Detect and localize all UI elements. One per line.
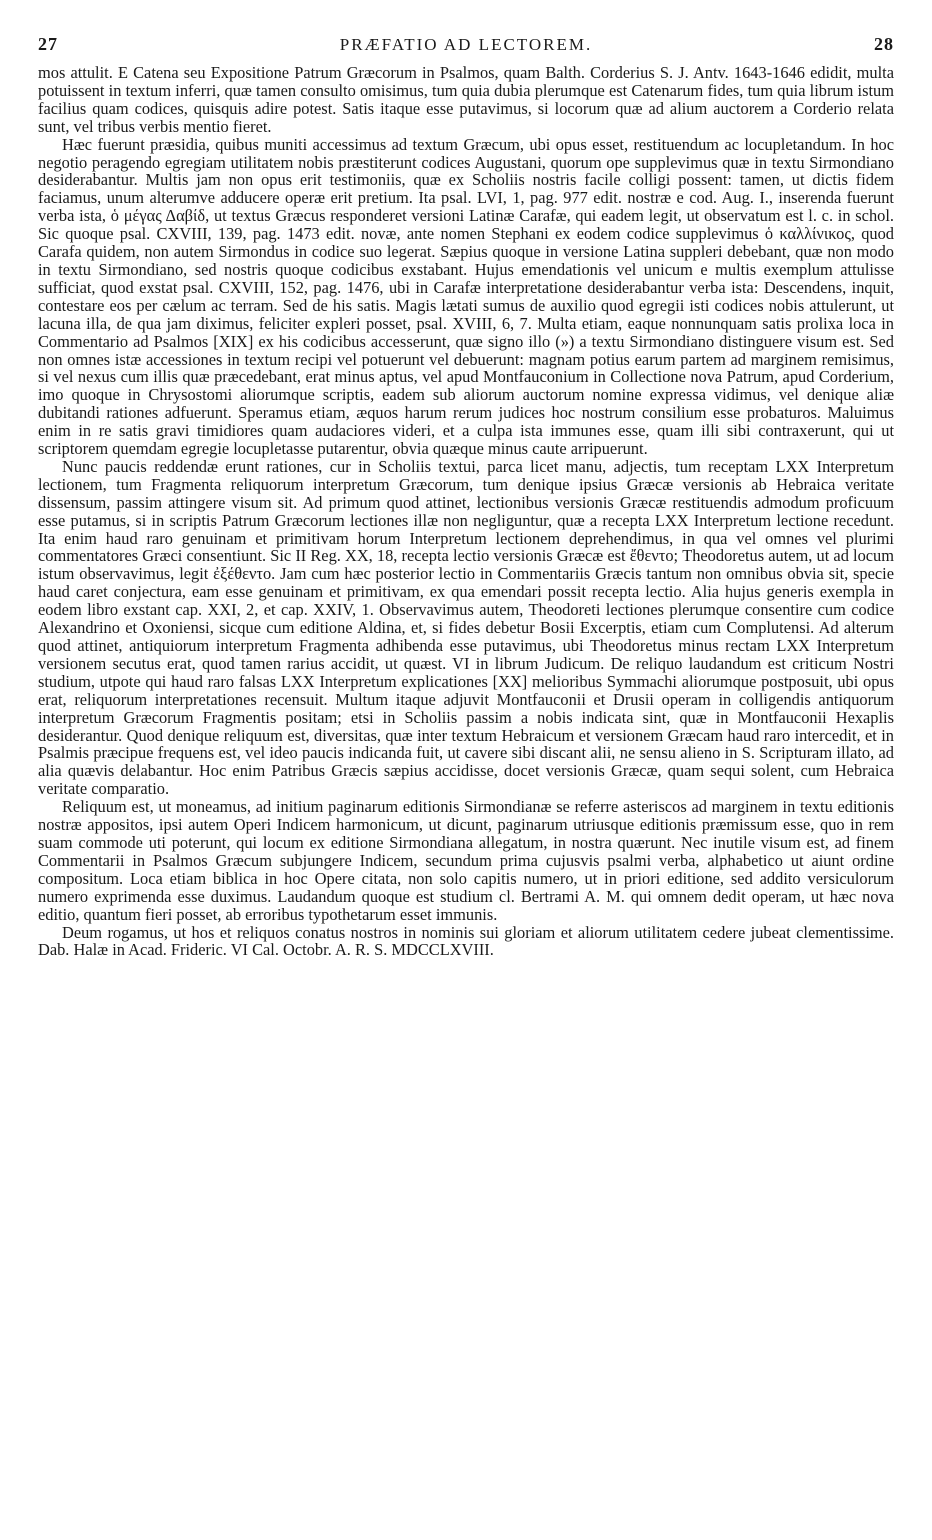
page-number-left: 27: [38, 34, 58, 54]
paragraph-rationes: Nunc paucis reddendæ erunt rationes, cur in Scholiis textui, parca licet manu, adjectis, tum receptam LXX Interpretum lectionem, tum Fragmenta reliquorum interpretum Græcorum, tum denique ipsius Græcæ versionis ab Hebraica veritate dissensum, passim attingere visum sit. Ad primum quod attinet, lectionibus versionis Græcæ restituendis admodum proficuum esse putamus, si in scriptis Patrum Græcorum lectiones illæ non negliguntur, quæ a recepta LXX Interpretum lectione recedunt. Ita enim haud raro genuinam et primitivam horum Interpretum lectionem deprehendimus, in qua vel omnes vel plurimi commentatores Græci consentiunt. Sic II Reg. XX, 18, recepta lectio versionis Græcæ est ἔθεντο; Theodoretus autem, ut ad locum istum observavimus, legit ἐξέθεντο. Jam cum hæc posterior lectio in Commentariis Græcis tantum non omnibus obvia sit, specie haud caret conjectura, eam esse genuinam et primitivam, ex qua emendari possit recepta lectio. Alia hujus generis exempla in eodem libro exstant cap. XXI, 2, et cap. XXIV, 1. Observavimus autem, Theodoreti lectiones plerumque consentire cum codice Alexandrino et Oxoniensi, sicque cum editione Aldina, et, si fides debetur Bosii Excerptis, etiam cum Complutensi. Ad alterum quod attinet, antiquiorum interpretum Fragmenta adhibenda esse putavimus, ubi Theodoretus minus rectam LXX Interpretum versionem secutus erat, quod tamen rarius accidit, ut quæst. VI in librum Judicum. De reliquo laudandum est criticum Nostri studium, utpote qui haud raro falsas LXX Interpretum explicationes [XX] melioribus Symmachi aliorumque postposuit, ubi opus erat, reliquorum interpretationes recensuit. Multum itaque adjuvit Montfauconii et Drusii operam in colligendis antiquorum interpretum Græcorum Fragmentis positam; etsi in Scholiis passim a nobis indicata sint, quæ in Montfauconii Hexaplis desiderantur. Quod denique reliquum est, diversitas, quæ inter textum Hebraicum et versionem Græcam haud raro intercedit, et in Psalmis præcipue frequens est, vel ideo paucis indicanda fuit, ut cavere sibi discant alii, ne sensu alieno in S. Scripturam illato, ad alia quævis delabantur. Hoc enim Patribus Græcis sæpius accidisse, docet versionis Græcæ, quam sequi solent, cum Hebraica veritate comparatio.: [38, 456, 894, 799]
running-title: PRÆFATIO AD LECTOREM.: [339, 35, 593, 54]
page-number-right: 28: [873, 34, 894, 54]
running-header: [38, 34, 894, 64]
paragraph-continuation: mos attulit. E Catena seu Expositione Patrum Græcorum in Psalmos, quam Balth. Corderius S. J. Antv. 1643-1646 edidit, multa potuissent in textum inferri, quæ tamen consulto omisimus, tum quia dubia plerumque est Catenarum fides, tum quia librum istum facilius quam codices, quisquis adire potest. Satis itaque esse putavimus, si locorum quæ ad alium auctorem a Corderio relata sunt, vel tribus verbis mentio fieret.: [38, 63, 894, 136]
document-page: [38, 34, 894, 959]
paragraph-praesidia: Hæc fuerunt præsidia, quibus muniti accessimus ad textum Græcum, ubi opus esset, restituendum ac locupletandum. In hoc negotio peragendo egregiam utilitatem nobis præstiterunt codices Augustani, quorum ope supplevimus quæ in textu Sirmondiano desiderabantur. Multis jam non opus erit testimoniis, quæ ex Scholiis nostris facile colligi possent: tamen, ut dictis fidem faciamus, unum alterumve adducere operæ erit pretium. Ita psal. LVI, 1, pag. 977 edit. nostræ e cod. Aug. I., inserenda fuerunt verba ista, ὁ μέγας Δαβίδ, ut textus Græcus responderet versioni Latinæ Carafæ, qui eadem legit, ut observatum est l. c. in schol. Sic quoque psal. CXVIII, 139, pag. 1473 edit. novæ, ante nomen Stephani ex eodem codice supplevimus ὁ καλλίνικος, quod Carafa quidem, non autem Sirmondus in codice suo legerat. Sæpius quoque in versione Latina suppleri debebant, quæ non modo in textu Sirmondiano, sed nostris quoque codicibus exstabant. Hujus emendationis vel unicum e multis exemplum attulisse sufficiat, quod exstat psal. CXVIII, 152, pag. 1476, ubi in Carafæ interpretatione desiderabantur verba ista: Descendens, inquit, contestare eos per cælum ac terram. Sed de his satis. Magis lætati sumus de auxilio quod egregii isti codices nobis attulerunt, ut lacuna illa, de qua jam diximus, feliciter expleri posset, psal. XVIII, 6, 7. Multa etiam, eaque nonnunquam satis prolixa loca in Commentario ad Psalmos [XIX] ex his codicibus accesserunt, quæ signo illo (») a textu Sirmondiano distinguere visum est. Sed non omnes istæ accessiones in textum recipi vel potuerunt vel debuerunt: magnam potius earum partem ad marginem remisimus, si vel nexus cum illis quæ præcedebant, erat minus aptus, vel apud Montfauconium in Collectione nova Patrum, apud Corderium, imo quoque in Chrysostomi aliorumque scriptis, eadem sub aliorum auctorum nomine expressa vidimus, vel denique aliæ dubitandi rationes adfuerunt. Speramus etiam, æquos harum rerum judices hoc nostrum consilium esse probaturos. Maluimus enim in re satis gravi timidiores quam audaciores videri, et a culpa ista immunes esse, quam illi sibi contraxerunt, qui ut scriptorem quemdam egregie locupletasse putarentur, obvia quæque minus caute arripuerunt.: [38, 134, 894, 459]
paragraph-closing: Deum rogamus, ut hos et reliquos conatus nostros in nominis sui gloriam et aliorum utilitatem cedere jubeat clementissime. Dab. Halæ in Acad. Frideric. VI Cal. Octobr. A. R. S. MDCCLXVIII.: [38, 922, 894, 960]
body-text: [38, 64, 894, 959]
paragraph-reliquum: Reliquum est, ut moneamus, ad initium paginarum editionis Sirmondianæ se referre asteriscos ad marginem in textu editionis nostræ appositos, ipsi autem Operi Indicem harmonicum, ut dicunt, paginarum utriusque editionis præmissum esse, quo in rem suam commode uti poterunt, qui locum ex editione Sirmondiana allegatum, in nostra quærunt. Nec inutile visum est, ad finem Commentarii in Psalmos Græcum subjungere Indicem, secundum prima cujusvis psalmi verba, alphabetico ut aiunt ordine compositum. Loca etiam biblica in hoc Opere citata, non solo capitis numero, ut in priori editione, sed addito versiculorum numero exprimenda esse duximus. Laudandum quoque est studium cl. Bertrami A. M. qui omnem dedit operam, ut hæc nova editio, quantum fieri posset, ab erroribus typothetarum esset immunis.: [38, 797, 894, 924]
